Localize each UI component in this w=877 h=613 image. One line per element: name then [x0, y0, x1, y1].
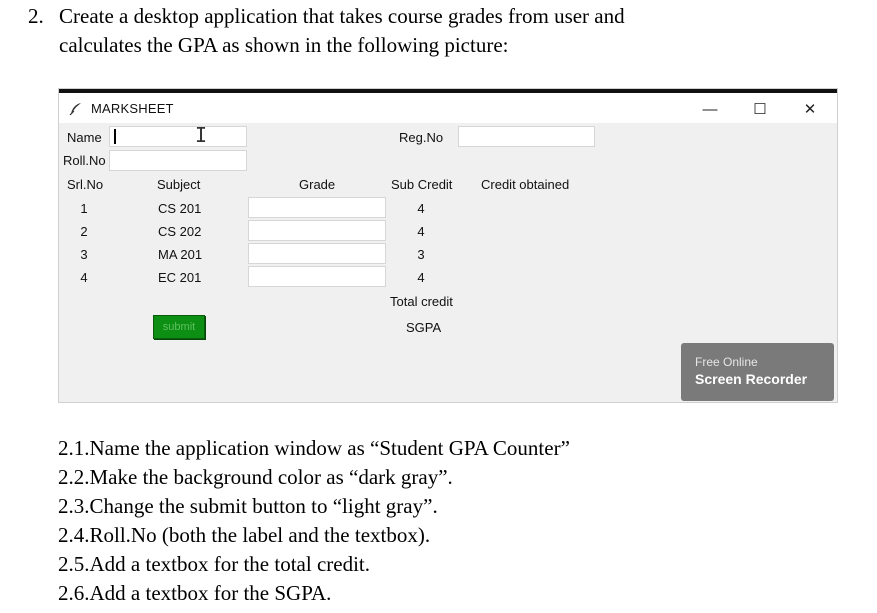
- subtask-2-2: 2.2.Make the background color as “dark gray”.: [58, 465, 453, 489]
- title-bar: [59, 93, 837, 123]
- subtask-2-6: 2.6.Add a textbox for the SGPA.: [58, 581, 332, 605]
- window-title: MARKSHEET: [91, 101, 174, 116]
- regno-label: Reg.No: [399, 130, 444, 145]
- text-caret: [114, 129, 116, 144]
- row-4-subject: EC 201: [158, 270, 202, 285]
- row-2-credit: 4: [417, 224, 425, 239]
- regno-input[interactable]: [458, 126, 595, 147]
- row-4-credit: 4: [417, 270, 425, 285]
- submit-button[interactable]: submit: [153, 315, 205, 339]
- question-text-line2: calculates the GPA as shown in the following picture:: [59, 33, 509, 57]
- header-srlno: Srl.No: [67, 177, 104, 192]
- ibeam-cursor-icon: I: [195, 123, 208, 147]
- name-label: Name: [67, 130, 102, 145]
- row-1-srlno: 1: [80, 201, 88, 216]
- feather-icon: [69, 102, 83, 116]
- subtask-2-1: 2.1.Name the application window as “Student GPA Counter”: [58, 436, 570, 460]
- row-3-credit: 3: [417, 247, 425, 262]
- row-2-srlno: 2: [80, 224, 88, 239]
- row-4-srlno: 4: [80, 270, 88, 285]
- rollno-input[interactable]: [109, 150, 247, 171]
- row-2-subject: CS 202: [158, 224, 202, 239]
- screen-recorder-watermark: [681, 343, 834, 401]
- question-number: 2.: [28, 4, 44, 28]
- row-1-subject: CS 201: [158, 201, 202, 216]
- watermark-line1: Free Online: [695, 355, 758, 369]
- row-3-subject: MA 201: [158, 247, 203, 262]
- header-grade: Grade: [299, 177, 336, 192]
- row-3-grade-input[interactable]: [248, 243, 386, 264]
- close-icon[interactable]: ✕: [803, 101, 817, 118]
- subtask-2-3: 2.3.Change the submit button to “light gray”.: [58, 494, 438, 518]
- sgpa-label: SGPA: [406, 320, 442, 335]
- subtask-2-4: 2.4.Roll.No (both the label and the textbox).: [58, 523, 431, 547]
- row-2-grade-input[interactable]: [248, 220, 386, 241]
- rollno-label: Roll.No: [63, 153, 106, 168]
- watermark-line2: Screen Recorder: [695, 371, 808, 387]
- maximize-icon[interactable]: ☐: [753, 101, 767, 118]
- name-input[interactable]: [109, 126, 247, 147]
- header-credit-obtained: Credit obtained: [481, 177, 570, 192]
- header-subcredit: Sub Credit: [391, 177, 453, 192]
- total-credit-label: Total credit: [390, 294, 453, 309]
- minimize-icon[interactable]: —: [702, 100, 718, 118]
- row-3-srlno: 3: [80, 247, 88, 262]
- subtask-2-5: 2.5.Add a textbox for the total credit.: [58, 552, 370, 576]
- row-1-grade-input[interactable]: [248, 197, 386, 218]
- row-1-credit: 4: [417, 201, 425, 216]
- question-text-line1: Create a desktop application that takes course grades from user and: [59, 4, 625, 28]
- header-subject: Subject: [157, 177, 201, 192]
- marksheet-window-screenshot: [58, 88, 838, 403]
- row-4-grade-input[interactable]: [248, 266, 386, 287]
